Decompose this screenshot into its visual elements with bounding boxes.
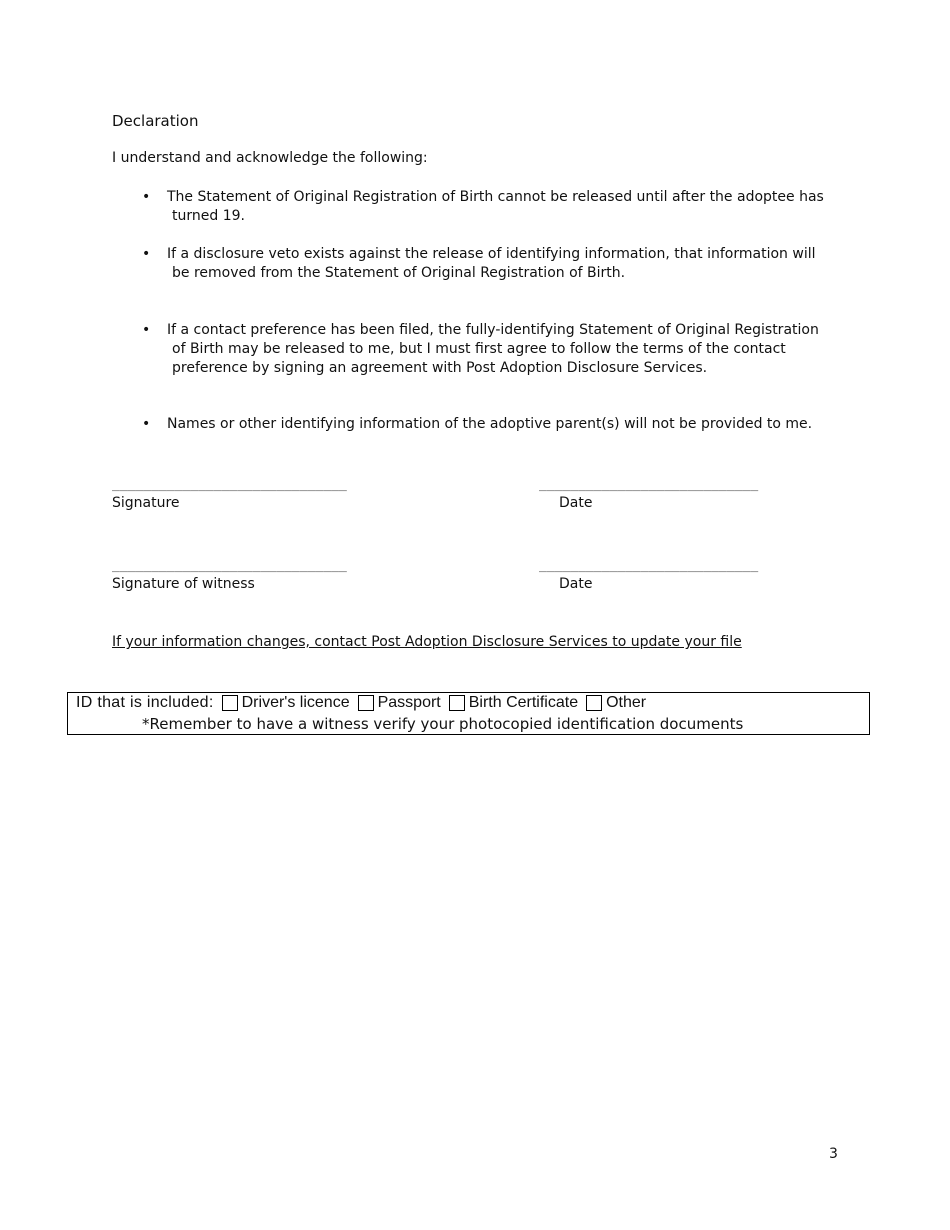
list-item <box>142 415 842 434</box>
date-label: Date <box>559 495 593 511</box>
bullet-text: turned 19. <box>172 208 245 224</box>
bullet-icon: • <box>142 246 151 262</box>
bullet-text: If a contact preference has been filed, the fully-identifying Statement of Original Registration <box>167 322 819 338</box>
declaration-intro: I understand and acknowledge the following: <box>112 150 428 166</box>
passport-checkbox[interactable] <box>358 695 374 711</box>
witness-signature-line[interactable]: ______________________________ <box>112 558 347 573</box>
bullet-icon: • <box>142 322 151 338</box>
witness-date-line[interactable]: ____________________________ <box>539 558 759 573</box>
list-item <box>142 188 842 226</box>
signature-line[interactable]: ______________________________ <box>112 477 347 492</box>
id-options-row <box>76 694 646 712</box>
witness-reminder: *Remember to have a witness verify your photocopied identification documents <box>142 715 744 733</box>
other-label: Other <box>606 694 647 711</box>
bullet-text: If a disclosure veto exists against the release of identifying information, that information will <box>167 246 816 262</box>
witness-signature-label: Signature of witness <box>112 576 255 592</box>
list-item <box>142 245 842 283</box>
drivers-licence-label: Driver's licence <box>241 694 350 711</box>
bullet-icon: • <box>142 416 151 432</box>
birth-certificate-label: Birth Certificate <box>468 694 579 711</box>
bullet-text: The Statement of Original Registration of Birth cannot be released until after the adoptee has <box>167 189 824 205</box>
bullet-text: of Birth may be released to me, but I must first agree to follow the terms of the contact <box>172 341 786 357</box>
declaration-heading: Declaration <box>112 112 199 130</box>
bullet-text: be removed from the Statement of Original Registration of Birth. <box>172 265 626 281</box>
other-checkbox[interactable] <box>586 695 602 711</box>
drivers-licence-checkbox[interactable] <box>222 695 238 711</box>
list-item <box>142 321 842 378</box>
update-notice: If your information changes, contact Post Adoption Disclosure Services to update your file <box>112 634 742 650</box>
id-included-box <box>67 692 870 735</box>
passport-label: Passport <box>377 694 441 711</box>
date-line[interactable]: ____________________________ <box>539 477 759 492</box>
bullet-icon: • <box>142 189 151 205</box>
page-number: 3 <box>829 1146 838 1162</box>
birth-certificate-checkbox[interactable] <box>449 695 465 711</box>
signature-label: Signature <box>112 495 180 511</box>
id-included-label: ID that is included: <box>76 694 214 711</box>
bullet-text: preference by signing an agreement with Post Adoption Disclosure Services. <box>172 360 708 376</box>
bullet-text: Names or other identifying information of the adoptive parent(s) will not be provided to me. <box>167 416 813 432</box>
witness-date-label: Date <box>559 576 593 592</box>
